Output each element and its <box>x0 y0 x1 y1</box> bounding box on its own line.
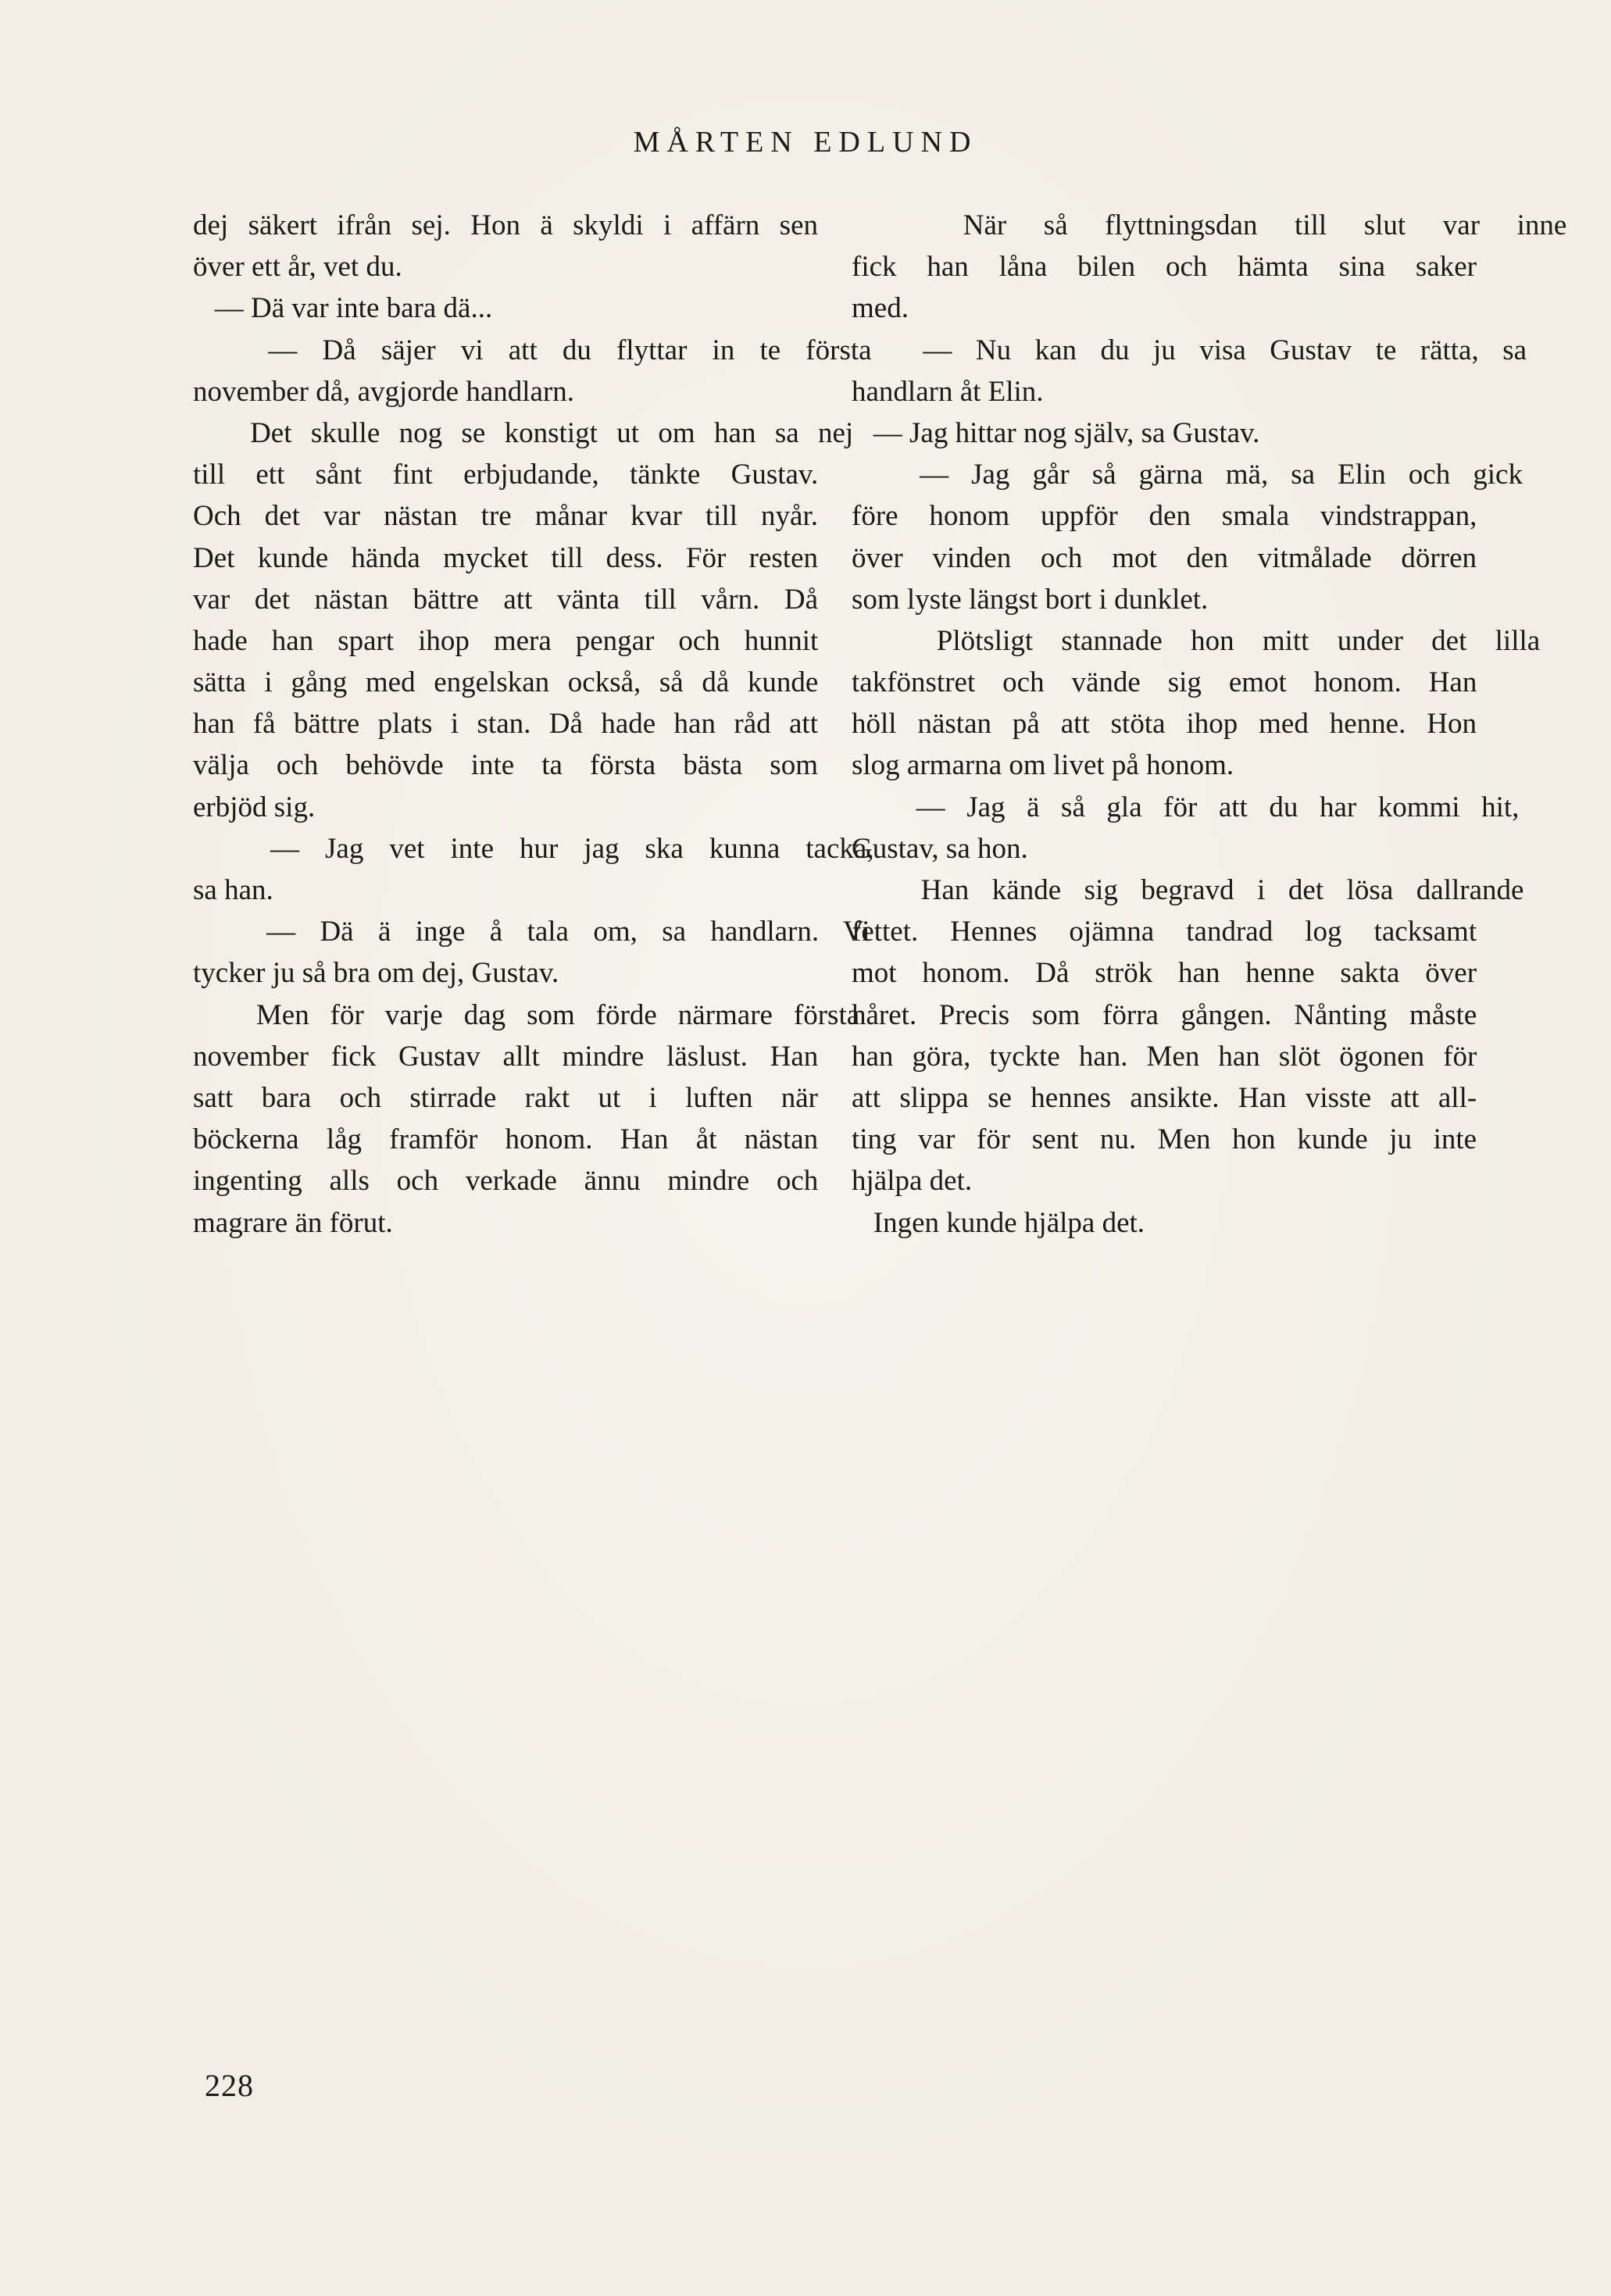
left-column-line: Men för varje dag som förde närmare första <box>193 998 860 1031</box>
right-column-line: med. <box>852 292 909 325</box>
right-column-line: mot honom. Då strök han henne sakta över <box>852 957 1477 990</box>
left-column-line: till ett sånt fint erbjudande, tänkte Gustav. <box>193 459 819 491</box>
right-column-line: höll nästan på att stöta ihop med henne. Hon <box>852 708 1477 741</box>
left-column-line: Det skulle nog se konstigt ut om han sa nej <box>193 416 854 449</box>
left-column-line: Och det var nästan tre månar kvar till nyår. <box>193 500 818 533</box>
left-column-line: — Jag vet inte hur jag ska kunna tacka, <box>193 832 874 865</box>
right-column-line: — Jag hittar nog själv, sa Gustav. <box>852 416 1260 449</box>
right-column-line: — Jag går så gärna mä, sa Elin och gick <box>852 459 1523 491</box>
left-column-line: över ett år, vet du. <box>193 251 402 284</box>
left-column-line: hade han spart ihop mera pengar och hunnit <box>193 624 819 657</box>
right-column-line: Gustav, sa hon. <box>852 832 1028 865</box>
left-column-line: magrare än förut. <box>193 1206 393 1239</box>
right-column-line: handlarn åt Elin. <box>852 375 1044 408</box>
left-column-line: Det kunde hända mycket till dess. För resten <box>193 541 818 574</box>
left-column-line: var det nästan bättre att vänta till vårn. Då <box>193 583 818 616</box>
right-column <box>852 205 1567 1244</box>
left-column-line: ingenting alls och verkade ännu mindre och <box>193 1165 819 1198</box>
right-column-line: — Nu kan du ju visa Gustav te rätta, sa <box>852 334 1527 366</box>
right-column-line: — Jag ä så gla för att du har kommi hit, <box>852 791 1520 823</box>
left-column-line: tycker ju så bra om dej, Gustav. <box>193 957 559 990</box>
left-column-line: — Då säjer vi att du flyttar in te första <box>193 334 872 366</box>
right-column-line: Ingen kunde hjälpa det. <box>852 1206 1145 1239</box>
right-column-line: fick han låna bilen och hämta sina saker <box>852 251 1477 284</box>
right-column-line: hjälpa det. <box>852 1165 973 1198</box>
left-column-line: — Dä ä inge å tala om, sa handlarn. Vi <box>193 916 870 948</box>
right-column-line: ting var för sent nu. Men hon kunde ju inte <box>852 1123 1477 1156</box>
right-column-line: före honom uppför den smala vindstrappan, <box>852 500 1477 533</box>
left-column-line: — Dä var inte bara dä... <box>193 292 493 325</box>
left-column-line: välja och behövde inte ta första bästa som <box>193 749 818 782</box>
left-column <box>193 205 874 1244</box>
left-column-line: sätta i gång med engelskan också, så då kunde <box>193 666 819 699</box>
left-column-line: böckerna låg framför honom. Han åt nästan <box>193 1123 819 1156</box>
right-column-line: som lyste längst bort i dunklet. <box>852 583 1209 616</box>
running-header: MÅRTEN EDLUND <box>633 126 978 159</box>
right-column-line: håret. Precis som förra gången. Nånting måste <box>852 998 1477 1031</box>
right-column-line: takfönstret och vände sig emot honom. Han <box>852 666 1477 699</box>
page-number: 228 <box>205 2068 254 2103</box>
left-column-line: dej säkert ifrån sej. Hon ä skyldi i affärn sen <box>193 209 818 241</box>
left-column-line: erbjöd sig. <box>193 791 316 823</box>
right-column-line: slog armarna om livet på honom. <box>852 749 1234 782</box>
right-column-line: han göra, tyckte han. Men han slöt ögonen för <box>852 1040 1477 1073</box>
right-column-line: att slippa se hennes ansikte. Han visste att all- <box>852 1081 1477 1114</box>
left-column-line: satt bara och stirrade rakt ut i luften när <box>193 1081 818 1114</box>
left-column-line: sa han. <box>193 874 273 906</box>
left-column-line: november då, avgjorde handlarn. <box>193 375 575 408</box>
right-column-line: Plötsligt stannade hon mitt under det lilla <box>852 624 1541 657</box>
right-column-line: Han kände sig begravd i det lösa dallrande <box>852 874 1524 906</box>
right-column-line: När så flyttningsdan till slut var inne <box>852 209 1567 241</box>
right-column-line: över vinden och mot den vitmålade dörren <box>852 541 1477 574</box>
right-column-line: fettet. Hennes ojämna tandrad log tacksamt <box>852 916 1477 948</box>
left-column-line: november fick Gustav allt mindre läslust. Han <box>193 1040 819 1073</box>
left-column-line: han få bättre plats i stan. Då hade han råd att <box>193 708 818 741</box>
